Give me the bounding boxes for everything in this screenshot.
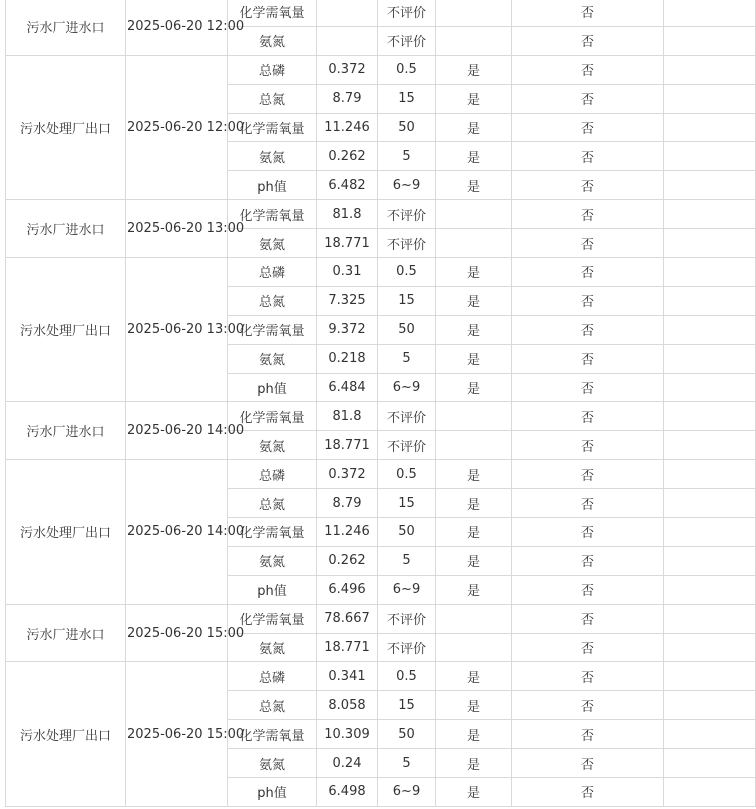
standard-cell: 不评价	[378, 633, 436, 662]
blank-cell	[664, 778, 756, 807]
blank-cell	[664, 286, 756, 315]
parameter-cell: 氨氮	[228, 633, 317, 662]
location-cell: 污水处理厂出口	[6, 55, 126, 199]
location-cell: 污水厂进水口	[6, 402, 126, 460]
standard-cell: 6~9	[378, 373, 436, 402]
standard-cell: 5	[378, 344, 436, 373]
compliant-cell: 是	[436, 575, 512, 604]
standard-cell: 不评价	[378, 0, 436, 26]
location-cell: 污水厂进水口	[6, 200, 126, 258]
parameter-cell: 总氮	[228, 691, 317, 720]
exceed-cell: 否	[512, 720, 664, 749]
table-row	[6, 402, 756, 431]
exceed-cell: 否	[512, 344, 664, 373]
standard-cell: 不评价	[378, 26, 436, 55]
blank-cell	[664, 691, 756, 720]
compliant-cell	[436, 0, 512, 26]
value-cell: 7.325	[317, 286, 378, 315]
compliant-cell: 是	[436, 344, 512, 373]
blank-cell	[664, 344, 756, 373]
time-cell: 2025-06-20 15:00	[126, 604, 228, 662]
standard-cell: 不评价	[378, 229, 436, 258]
blank-cell	[664, 200, 756, 229]
compliant-cell: 是	[436, 142, 512, 171]
value-cell: 6.496	[317, 575, 378, 604]
value-cell: 0.372	[317, 460, 378, 489]
value-cell: 9.372	[317, 315, 378, 344]
blank-cell	[664, 55, 756, 84]
exceed-cell: 否	[512, 633, 664, 662]
value-cell: 18.771	[317, 633, 378, 662]
blank-cell	[664, 575, 756, 604]
table-row	[6, 460, 756, 489]
exceed-cell: 否	[512, 258, 664, 287]
standard-cell: 不评价	[378, 604, 436, 633]
exceed-cell: 否	[512, 749, 664, 778]
exceed-cell: 否	[512, 518, 664, 547]
compliant-cell: 是	[436, 55, 512, 84]
table-row	[6, 258, 756, 287]
blank-cell	[664, 633, 756, 662]
blank-cell	[664, 431, 756, 460]
table-row	[6, 200, 756, 229]
blank-cell	[664, 142, 756, 171]
parameter-cell: 化学需氧量	[228, 720, 317, 749]
value-cell: 81.8	[317, 200, 378, 229]
blank-cell	[664, 229, 756, 258]
standard-cell: 15	[378, 691, 436, 720]
value-cell: 8.79	[317, 489, 378, 518]
time-cell: 2025-06-20 12:00	[126, 55, 228, 199]
parameter-cell: 化学需氧量	[228, 315, 317, 344]
parameter-cell: 总氮	[228, 286, 317, 315]
time-cell: 2025-06-20 14:00	[126, 402, 228, 460]
parameter-cell: ph值	[228, 171, 317, 200]
exceed-cell: 否	[512, 315, 664, 344]
exceed-cell: 否	[512, 26, 664, 55]
parameter-cell: 氨氮	[228, 26, 317, 55]
blank-cell	[664, 373, 756, 402]
exceed-cell: 否	[512, 778, 664, 807]
blank-cell	[664, 720, 756, 749]
location-cell: 污水厂进水口	[6, 604, 126, 662]
exceed-cell: 否	[512, 286, 664, 315]
blank-cell	[664, 26, 756, 55]
compliant-cell: 是	[436, 489, 512, 518]
table-row	[6, 604, 756, 633]
parameter-cell: 化学需氧量	[228, 518, 317, 547]
value-cell: 6.498	[317, 778, 378, 807]
blank-cell	[664, 315, 756, 344]
value-cell: 8.79	[317, 84, 378, 113]
exceed-cell: 否	[512, 575, 664, 604]
parameter-cell: 化学需氧量	[228, 113, 317, 142]
compliant-cell: 是	[436, 113, 512, 142]
parameter-cell: 氨氮	[228, 344, 317, 373]
compliant-cell: 是	[436, 286, 512, 315]
compliant-cell	[436, 604, 512, 633]
standard-cell: 不评价	[378, 402, 436, 431]
value-cell: 11.246	[317, 518, 378, 547]
exceed-cell: 否	[512, 546, 664, 575]
location-cell: 污水厂进水口	[6, 0, 126, 55]
exceed-cell: 否	[512, 84, 664, 113]
value-cell: 0.24	[317, 749, 378, 778]
standard-cell: 50	[378, 518, 436, 547]
blank-cell	[664, 749, 756, 778]
value-cell: 8.058	[317, 691, 378, 720]
value-cell: 18.771	[317, 431, 378, 460]
parameter-cell: 氨氮	[228, 749, 317, 778]
standard-cell: 5	[378, 546, 436, 575]
parameter-cell: ph值	[228, 575, 317, 604]
exceed-cell: 否	[512, 489, 664, 518]
exceed-cell: 否	[512, 113, 664, 142]
time-cell: 2025-06-20 12:00	[126, 0, 228, 55]
standard-cell: 0.5	[378, 460, 436, 489]
blank-cell	[664, 258, 756, 287]
compliant-cell: 是	[436, 84, 512, 113]
value-cell	[317, 0, 378, 26]
compliant-cell: 是	[436, 720, 512, 749]
standard-cell: 50	[378, 113, 436, 142]
parameter-cell: 化学需氧量	[228, 604, 317, 633]
value-cell: 0.31	[317, 258, 378, 287]
exceed-cell: 否	[512, 691, 664, 720]
standard-cell: 6~9	[378, 575, 436, 604]
compliant-cell: 是	[436, 460, 512, 489]
value-cell	[317, 26, 378, 55]
compliant-cell	[436, 431, 512, 460]
blank-cell	[664, 489, 756, 518]
compliant-cell: 是	[436, 662, 512, 691]
exceed-cell: 否	[512, 373, 664, 402]
exceed-cell: 否	[512, 142, 664, 171]
standard-cell: 不评价	[378, 431, 436, 460]
exceed-cell: 否	[512, 200, 664, 229]
compliant-cell: 是	[436, 749, 512, 778]
standard-cell: 5	[378, 142, 436, 171]
parameter-cell: 氨氮	[228, 431, 317, 460]
exceed-cell: 否	[512, 402, 664, 431]
parameter-cell: 总磷	[228, 258, 317, 287]
value-cell: 0.218	[317, 344, 378, 373]
blank-cell	[664, 604, 756, 633]
blank-cell	[664, 662, 756, 691]
blank-cell	[664, 518, 756, 547]
standard-cell: 15	[378, 489, 436, 518]
value-cell: 10.309	[317, 720, 378, 749]
compliant-cell	[436, 200, 512, 229]
value-cell: 0.341	[317, 662, 378, 691]
blank-cell	[664, 460, 756, 489]
compliant-cell: 是	[436, 258, 512, 287]
table-row	[6, 55, 756, 84]
compliant-cell	[436, 229, 512, 258]
parameter-cell: 氨氮	[228, 229, 317, 258]
compliant-cell	[436, 633, 512, 662]
exceed-cell: 否	[512, 0, 664, 26]
compliant-cell	[436, 26, 512, 55]
value-cell: 6.482	[317, 171, 378, 200]
compliant-cell: 是	[436, 518, 512, 547]
exceed-cell: 否	[512, 229, 664, 258]
compliant-cell	[436, 402, 512, 431]
standard-cell: 15	[378, 84, 436, 113]
value-cell: 81.8	[317, 402, 378, 431]
exceed-cell: 否	[512, 662, 664, 691]
compliant-cell: 是	[436, 373, 512, 402]
table-body	[6, 0, 756, 806]
parameter-cell: 氨氮	[228, 142, 317, 171]
value-cell: 0.262	[317, 142, 378, 171]
value-cell: 78.667	[317, 604, 378, 633]
standard-cell: 0.5	[378, 55, 436, 84]
table-row	[6, 0, 756, 26]
value-cell: 18.771	[317, 229, 378, 258]
blank-cell	[664, 402, 756, 431]
parameter-cell: 化学需氧量	[228, 0, 317, 26]
parameter-cell: 总磷	[228, 460, 317, 489]
exceed-cell: 否	[512, 460, 664, 489]
location-cell: 污水处理厂出口	[6, 662, 126, 806]
exceed-cell: 否	[512, 171, 664, 200]
parameter-cell: 化学需氧量	[228, 200, 317, 229]
blank-cell	[664, 0, 756, 26]
table-row	[6, 662, 756, 691]
compliant-cell: 是	[436, 171, 512, 200]
value-cell: 0.372	[317, 55, 378, 84]
time-cell: 2025-06-20 14:00	[126, 460, 228, 604]
location-cell: 污水处理厂出口	[6, 258, 126, 402]
value-cell: 11.246	[317, 113, 378, 142]
location-cell: 污水处理厂出口	[6, 460, 126, 604]
standard-cell: 15	[378, 286, 436, 315]
compliant-cell: 是	[436, 546, 512, 575]
parameter-cell: 总氮	[228, 489, 317, 518]
standard-cell: 0.5	[378, 258, 436, 287]
parameter-cell: 总磷	[228, 662, 317, 691]
blank-cell	[664, 171, 756, 200]
monitoring-data-table	[5, 0, 756, 807]
blank-cell	[664, 113, 756, 142]
parameter-cell: 总氮	[228, 84, 317, 113]
time-cell: 2025-06-20 15:00	[126, 662, 228, 806]
blank-cell	[664, 546, 756, 575]
exceed-cell: 否	[512, 55, 664, 84]
blank-cell	[664, 84, 756, 113]
exceed-cell: 否	[512, 604, 664, 633]
standard-cell: 不评价	[378, 200, 436, 229]
parameter-cell: 氨氮	[228, 546, 317, 575]
exceed-cell: 否	[512, 431, 664, 460]
compliant-cell: 是	[436, 778, 512, 807]
value-cell: 6.484	[317, 373, 378, 402]
parameter-cell: ph值	[228, 373, 317, 402]
standard-cell: 0.5	[378, 662, 436, 691]
parameter-cell: 化学需氧量	[228, 402, 317, 431]
standard-cell: 6~9	[378, 171, 436, 200]
time-cell: 2025-06-20 13:00	[126, 258, 228, 402]
standard-cell: 50	[378, 720, 436, 749]
standard-cell: 50	[378, 315, 436, 344]
standard-cell: 5	[378, 749, 436, 778]
compliant-cell: 是	[436, 691, 512, 720]
time-cell: 2025-06-20 13:00	[126, 200, 228, 258]
standard-cell: 6~9	[378, 778, 436, 807]
parameter-cell: ph值	[228, 778, 317, 807]
parameter-cell: 总磷	[228, 55, 317, 84]
value-cell: 0.262	[317, 546, 378, 575]
compliant-cell: 是	[436, 315, 512, 344]
